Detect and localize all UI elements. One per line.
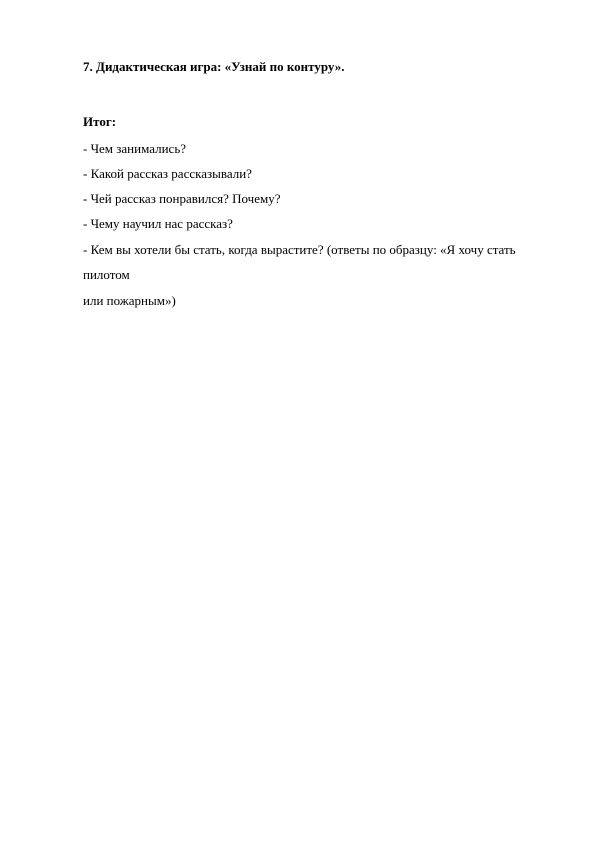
summary-item: - Кем вы хотели бы стать, когда вырастите? (ответы по образцу: «Я хочу стать: [83, 242, 516, 257]
summary-item: - Чему научил нас рассказ?: [83, 216, 233, 231]
summary-item: - Чем занимались?: [83, 141, 187, 156]
summary-item-continuation: или пожарным»): [83, 293, 176, 308]
summary-item: - Чей рассказ понравился? Почему?: [83, 191, 281, 206]
section-heading: 7. Дидактическая игра: «Узнай по контуру».: [83, 59, 345, 74]
summary-title: Итог:: [83, 114, 117, 129]
summary-item-continuation: пилотом: [83, 267, 130, 282]
summary-item: - Какой рассказ рассказывали?: [83, 166, 252, 181]
